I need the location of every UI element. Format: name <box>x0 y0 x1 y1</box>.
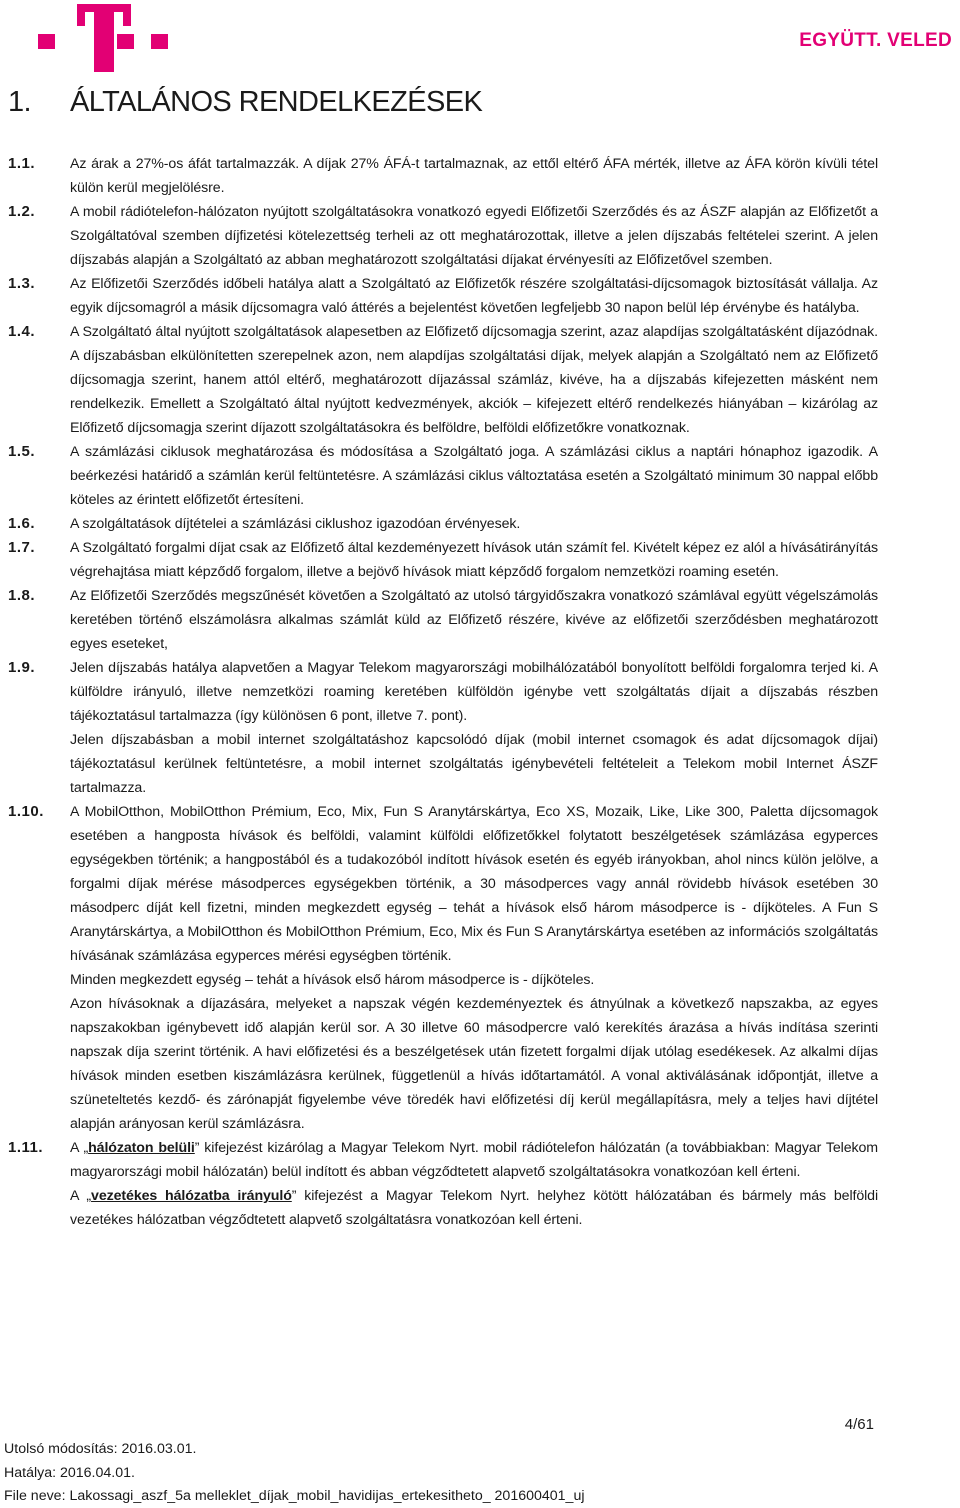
section-number: 1.9. <box>8 659 36 676</box>
paragraph: A számlázási ciklusok meghatározása és módosítása a Szolgáltató joga. A számlázási ciklus a naptári hónaphoz igazodik. A beérkezési határidő a számlán kerül feltüntetésre. A számlázási ciklus változtatása esetén a Szolgáltató minimum 30 nappal előbb köteles az érintett előfizetőt értesíteni. <box>70 444 878 508</box>
section-number: 1.11. <box>8 1139 44 1156</box>
page-heading <box>8 86 482 119</box>
section-1-2 <box>8 200 878 272</box>
paragraph: A Szolgáltató forgalmi díjat csak az Előfizető által kezdeményezett hívások után számít fel. Kivételt képez ez alól a hívásátirányítás végrehajtása miatt képződő forgalom, illetve a bejövő hívások miatt képződő forgalom nemzetközi roaming esetén. <box>70 540 878 580</box>
section-number: 1.7. <box>8 539 36 556</box>
paragraph-text: A „ <box>70 1188 92 1204</box>
section-1-11 <box>8 1136 878 1232</box>
heading-number: 1. <box>8 86 31 118</box>
section-text <box>70 1136 878 1232</box>
section-number: 1.5. <box>8 443 36 460</box>
paragraph <box>70 1184 878 1232</box>
section-number: 1.10. <box>8 803 44 820</box>
paragraph-text: A „ <box>70 1140 89 1156</box>
section-1-8 <box>8 584 878 656</box>
page-number: 4/61 <box>844 1416 874 1433</box>
telekom-logo <box>38 4 170 72</box>
section-1-1 <box>8 152 878 200</box>
paragraph: A MobilOtthon, MobilOtthon Prémium, Eco, Mix, Fun S Aranytárskártya, Eco XS, Mozaik, Like, Like 300, Paletta díjcsomagok esetében a hangposta hívások és belföldi, valamint külföldi előfizetőkkel folytatott beszélgetések számlázása egyperces egységekben történik; a hangpostából és a tudakozóból indított hívások esetén és egyéb irányokban, ahol nincs külön jelölve, a forgalmi díjak mérése másodperces egységekben történik, a 30 másodperces vagy annál rövidebb hívások esetében 30 másodperc díját kell fizetni, minden megkezdett egység – tehát a hívások első három másodperce is - díjköteles. A Fun S Aranytárskártya, a MobilOtthon és MobilOtthon Prémium, Eco, Mix és Fun S Aranytárskártya esetében az információs szolgáltatás hívásának számlázása egyperces mérési egységben történik. <box>70 804 878 964</box>
section-number: 1.3. <box>8 275 36 292</box>
section-text <box>70 800 878 1136</box>
section-1-7 <box>8 536 878 584</box>
section-number: 1.1. <box>8 155 36 172</box>
section-text <box>70 320 878 440</box>
paragraph: A Szolgáltató által nyújtott szolgáltatások alapesetben az Előfizető díjcsomagja szerint, azaz alapdíjas szolgáltatásként díjazódnak. A díjszabásban elkülönítetten szerepelnek azon, nem alapdíjas szolgáltatási díjak, melyek alapján a Szolgáltató nem az Előfizető díjcsomagja szerint, hanem attól eltérő, meghatározott díjazással számláz, kivéve, ha a díjszabás kifejezetten másként nem rendelkezik. Emellett a Szolgáltató által nyújtott kedvezmények, akciók – kifejezett eltérő rendelkezés hiányában – kizárólag az Előfizető díjcsomagja szerint díjazott szolgáltatásokra és belföldre, belföldi előfizetőkre vonatkoznak. <box>70 324 878 436</box>
section-1-9 <box>8 656 878 800</box>
heading-title: ÁLTALÁNOS RENDELKEZÉSEK <box>70 86 483 118</box>
modified-date: Utolsó módosítás: 2016.03.01. <box>4 1441 197 1457</box>
defined-term: hálózaton belüli <box>88 1140 195 1156</box>
section-number: 1.6. <box>8 515 36 532</box>
paragraph: Jelen díjszabás hatálya alapvetően a Magyar Telekom magyarországi mobilhálózatából bonyolított belföldi forgalomra terjed ki. A külföldre irányuló, illetve nemzetközi roaming keretében külföldön igénybe vett szolgáltatás díjait a díjszabás részben tájékoztatásul tartalmazza (így különösen 6 pont, illetve 7. pont). <box>70 660 878 724</box>
file-name: File neve: Lakossagi_aszf_5a melleklet_díjak_mobil_havidijas_ertekesitheto_ 201600401_uj <box>4 1488 585 1504</box>
section-1-6 <box>8 512 878 536</box>
section-text <box>70 152 878 200</box>
paragraph: Az árak a 27%-os áfát tartalmazzák. A díjak 27% ÁFÁ-t tartalmaznak, az ettől eltérő ÁFA mérték, illetve az ÁFA körön kívüli tétel külön kerül megjelölésre. <box>70 156 878 196</box>
section-text <box>70 512 878 536</box>
paragraph: Az Előfizetői Szerződés megszűnését követően a Szolgáltató az utolsó tárgyidőszakra vonatkozó számlával együtt végelszámolás keretében történő elszámolásra alkalmas számlát küld az Előfizető részére, kivéve az előfizetői szerződésben meghatározott egyes eseteket, <box>70 588 878 652</box>
section-text <box>70 200 878 272</box>
paragraph <box>70 1136 878 1184</box>
document-body <box>8 152 878 1232</box>
section-text <box>70 536 878 584</box>
paragraph: A szolgáltatások díjtételei a számlázási ciklushoz igazodóan érvényesek. <box>70 516 521 532</box>
section-1-5 <box>8 440 878 512</box>
section-text <box>70 272 878 320</box>
section-text <box>70 656 878 800</box>
paragraph-text: ” kifejezést a Magyar Telekom Nyrt. helyhez kötött hálózatában és bármely más belföldi vezetékes hálózatban végződtetett alapvető szolgáltatásra vonatkozóan kell érteni. <box>70 1188 879 1228</box>
section-number: 1.4. <box>8 323 36 340</box>
section-number: 1.2. <box>8 203 36 220</box>
section-1-3 <box>8 272 878 320</box>
defined-term: vezetékes hálózatba irányuló <box>91 1188 292 1204</box>
section-1-4 <box>8 320 878 440</box>
paragraph: Minden megkezdett egység – tehát a hívások első három másodperce is - díjköteles. <box>70 972 595 988</box>
section-1-10 <box>8 800 878 1136</box>
effective-date: Hatálya: 2016.04.01. <box>4 1465 135 1481</box>
section-text <box>70 584 878 656</box>
paragraph-text: ” kifejezést kizárólag a Magyar Telekom Nyrt. mobil rádiótelefon hálózatán (a továbbiakban: Magyar Telekom magyarországi mobil hálózatán) belül indított és abban végződtetett alapvető szolgáltatásokra vonatkozóan kell érteni. <box>70 1140 879 1180</box>
paragraph: Az Előfizetői Szerződés időbeli hatálya alatt a Szolgáltató az Előfizetők részére szolgáltatási-díjcsomagok biztosítását vállalja. Az egyik díjcsomagról a másik díjcsomagra való áttérés a bejelentést követően legfeljebb 30 napon belül lép érvénybe és hatályba. <box>70 276 878 316</box>
paragraph: Azon hívásoknak a díjazására, melyeket a napszak végén kezdeményeztek és átnyúlnak a következő napszakba, az egyes napszakokban igénybevett idő alapján kerül sor. A 30 illetve 60 másodpercre való kerekítés árazása a hívás indítása szerinti napszak díja szerint történik. A havi előfizetési és a beszélgetések után fizetett forgalmi díjak utólag esedékesek. Az alkalmi díjas hívások minden esetben kiszámlázásra kerülnek, függetlenül a hívás időtartamától. A vonal aktiválásának időpontját, illetve a szüneteltetés kezdő- és zárónapját figyelembe véve töredék havi előfizetési díj kerül megállapításra, mely a teljes havi díjtétel alapján arányosan kerül számlázásra. <box>70 996 878 1132</box>
paragraph: Jelen díjszabásban a mobil internet szolgáltatáshoz kapcsolódó díjak (mobil internet csomagok és adat díjcsomagok díjai) tájékoztatásul kerülnek feltüntetésre, a mobil internet szolgáltatás igénybevételi feltételeit a Telekom mobil Internet ÁSZF tartalmazza. <box>70 732 878 796</box>
slogan: EGYÜTT. VELED <box>799 30 952 51</box>
paragraph: A mobil rádiótelefon-hálózaton nyújtott szolgáltatásokra vonatkozó egyedi Előfizetői Szerződés és az ÁSZF alapján az Előfizetőt a Szolgáltatóval szemben díjfizetési kötelezettség terheli az ott meghatározottak, illetve a jelen díjszabás feltételei szerint. A jelen díjszabás alapján a Szolgáltató az abban meghatározott szolgáltatási díjakat érvényesíti az Előfizetővel szemben. <box>70 204 878 268</box>
section-number: 1.8. <box>8 587 36 604</box>
section-text <box>70 440 878 512</box>
